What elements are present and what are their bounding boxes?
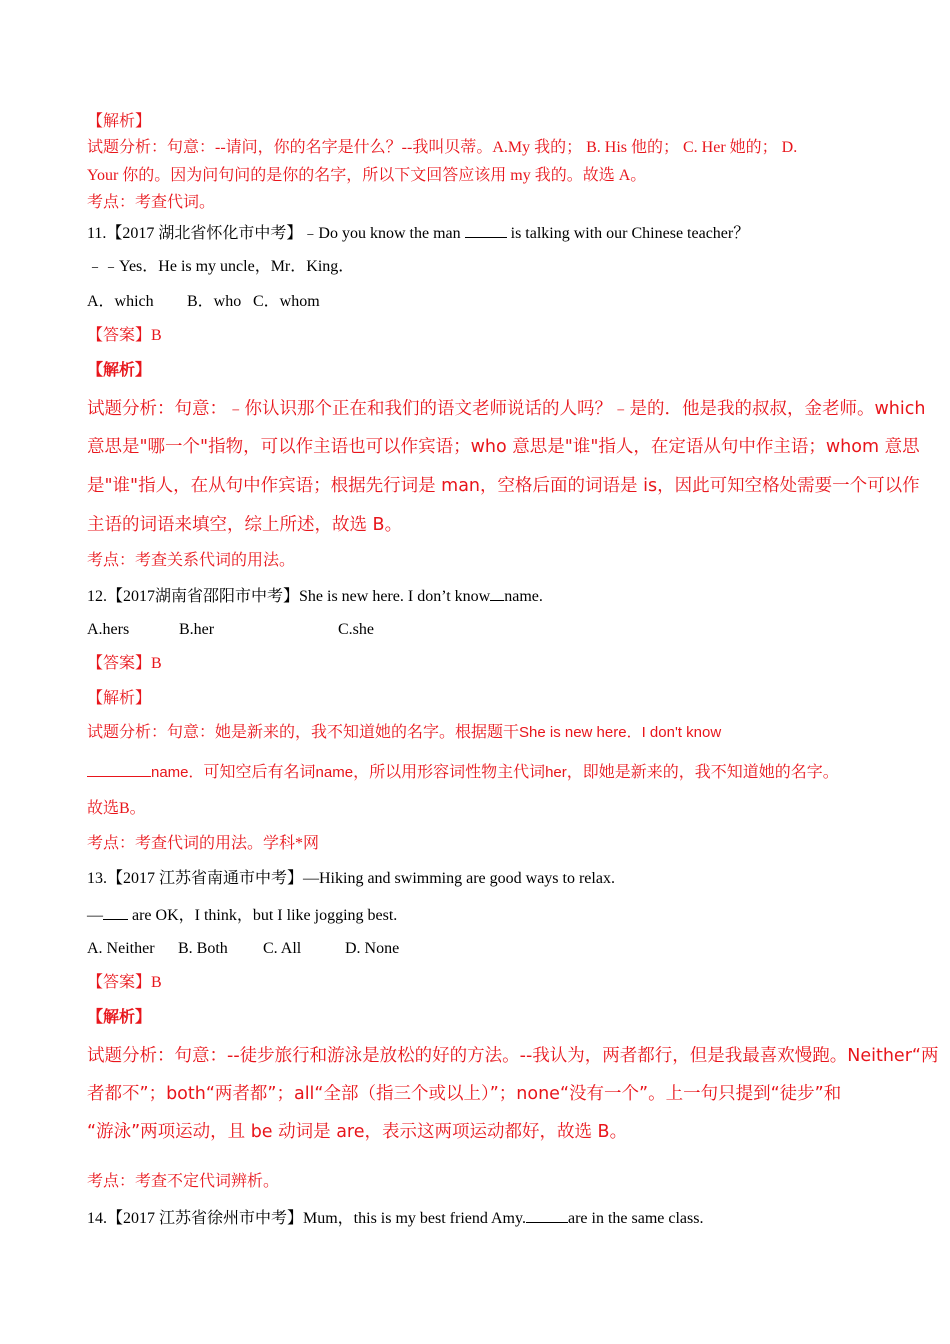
q13-analysis-line-2: 者都不”；both“两者都”；all“全部（指三个或以上）”；none“没有一个”。上一句只提到“徒步”和 [87,1084,842,1104]
q11-analysis-line-3: 是"谁"指人，在从句中作宾语；根据先行词是 man，空格后面的词语是 is，因此可知空格处需要一个可以作 [87,476,920,496]
q10-kaodian: 考点：考查代词。 [87,194,216,211]
q12-kaodian: 考点：考查代词的用法。学科*网 [87,835,320,852]
q13-blank [103,904,128,920]
q12-option-a: A.hers [87,621,130,638]
q11-stem [87,222,749,244]
q11-analysis-line-4: 主语的词语来填空，综上所述，故选 B。 [87,515,403,535]
q13-analysis-line-1: 试题分析：句意：--徒步旅行和游泳是放松的好的方法。--我认为，两者都行，但是我最喜欢慢跑。Neither“两 [87,1046,939,1066]
q12-answer: 【答案】B [87,655,162,672]
q14-stem-pre: 14.【2017 江苏省徐州市中考】Mum，this is my best friend Amy. [87,1210,526,1227]
q12-option-c: C.she [338,621,374,638]
q12-option-b: B.her [179,621,215,638]
q12-analysis-2e: her [545,764,567,781]
q11-stem-post: is talking with our Chinese teacher？ [506,225,750,242]
q11-analysis-line-2: 意思是"哪一个"指物，可以作主语也可以作宾语；who 意思是"谁"指人，在定语从句中作主语；whom 意思 [87,437,920,457]
q13-option-b: B. Both [178,940,228,957]
q12-stem-pre: 12.【2017湖南省邵阳市中考】She is new here. I don’t know [87,588,491,605]
q10-jiexi-label: 【解析】 [87,113,152,130]
q12-jiexi-label: 【解析】 [87,690,152,707]
q11-jiexi-label: 【解析】 [87,362,152,379]
q12-stem-post: name. [504,588,543,605]
q13-reply [87,904,397,926]
q12-analysis-2f: ，即她是新来的，我不知道她的名字。 [566,764,839,781]
q12-analysis-2a: name． [151,764,204,781]
q13-reply-post: are OK，I think，but I like jogging best. [128,907,398,924]
q14-stem-post: are in the same class. [567,1210,704,1227]
q13-jiexi-label: 【解析】 [87,1009,152,1026]
q12-analysis-line-2 [87,761,839,783]
q11-option-a: A．which [87,293,154,310]
q14-stem [87,1207,703,1229]
q12-analysis-2d: ，所以用形容词性物主代词 [353,764,546,781]
q13-stem: 13.【2017 江苏省南通市中考】—Hiking and swimming are good ways to relax. [87,870,615,887]
q12-analysis-blank [87,761,151,777]
q13-kaodian: 考点：考查不定代词辨析。 [87,1173,280,1190]
q14-blank [526,1207,568,1223]
q10-analysis-line-2: Your 你的。因为问句问的是你的名字，所以下文回答应该用 my 我的。故选 A。 [87,167,647,184]
q10-analysis-line-1: 试题分析：句意：--请问，你的名字是什么？--我叫贝蒂。A.My 我的； B. His 他的； C. Her 她的； D. [87,139,798,156]
q11-analysis-line-1: 试题分析：句意：﹣你认识那个正在和我们的语文老师说话的人吗？﹣是的．他是我的叔叔，金老师。which [87,399,926,419]
q12-options [87,620,487,640]
q11-option-b: B．who [187,293,242,310]
q13-reply-pre: — [87,907,103,924]
q11-option-c: C．whom [253,293,320,310]
q12-analysis-2b: 可知空后有名词 [203,764,316,781]
q13-option-d: D. None [345,940,400,957]
q12-blank [490,585,504,601]
q11-kaodian: 考点：考查关系代词的用法。 [87,552,296,569]
q12-analysis-line-3: 故选B。 [87,800,146,817]
q13-option-c: C. All [263,940,302,957]
q12-stem [87,585,543,607]
q11-options [87,292,487,312]
q12-analysis-1b: She is new here．I don't know [519,724,722,741]
q12-analysis-1a: 试题分析：句意：她是新来的，我不知道她的名字。根据题干 [87,724,520,741]
q13-answer: 【答案】B [87,974,162,991]
q12-analysis-line-1 [87,723,721,743]
q11-reply: ﹣﹣Yes．He is my uncle，Mr．King． [87,258,355,275]
q13-analysis-line-3: “游泳”两项运动，且 be 动词是 are，表示这两项运动都好，故选 B。 [87,1122,628,1142]
q11-blank [465,222,507,238]
q13-options [87,939,487,959]
q11-answer: 【答案】B [87,327,162,344]
q11-stem-pre: 11.【2017 湖北省怀化市中考】﹣Do you know the man [87,225,461,242]
q12-analysis-2c: name [315,764,354,781]
q13-option-a: A. Neither [87,940,155,957]
